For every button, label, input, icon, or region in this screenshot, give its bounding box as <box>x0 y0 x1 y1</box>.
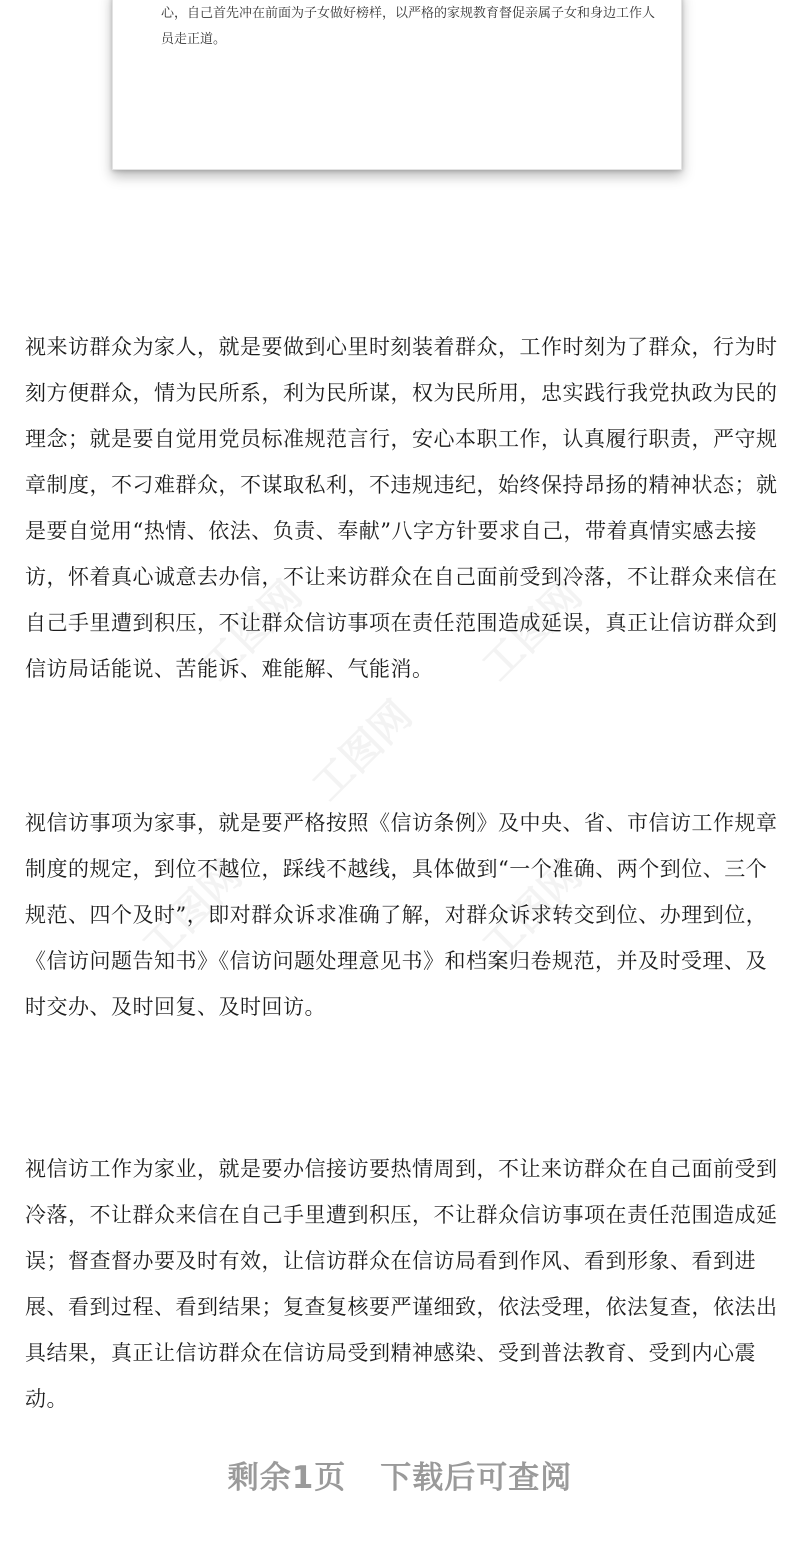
watermark: 工图网 <box>303 692 422 810</box>
paragraph: 视信访工作为家业，就是要办信接访要热情周到，不让来访群众在自己面前受到冷落，不让群众来信在自己手里遭到积压，不让群众信访事项在责任范围造成延误；督查督办要及时有效，让信访群众在信访局看到作风、看到形象、看到进展、看到过程、看到结果；复查复核要严谨细致，依法受理，依法复查，依法出具结果，真正让信访群众在信访局受到精神感染、受到普法教育、受到内心震动。 <box>25 1157 778 1411</box>
preview-page-text: 心，自己首先冲在前面为子女做好榜样，以严格的家规教育督促亲属子女和身边工作人员走正道。 <box>161 6 656 47</box>
watermark: 工图网 <box>133 852 252 970</box>
download-to-view-label: 下载后可查阅 <box>380 1460 573 1496</box>
preview-page-card <box>112 0 682 170</box>
remaining-pages-label: 剩余1页 <box>227 1460 347 1496</box>
watermark: 工图网 <box>473 572 592 690</box>
paragraph: 视信访事项为家事，就是要严格按照《信访条例》及中央、省、市信访工作规章制度的规定，到位不越位，踩线不越线，具体做到“一个准确、两个到位、三个规范、四个及时”，即对群众诉求准确了解，对群众诉求转交到位、办理到位，《信访问题告知书》《信访问题处理意见书》和档案归卷规范，并及时受理、及时交办、及时回复、及时回访。 <box>25 811 778 1019</box>
paragraph: 视来访群众为家人，就是要做到心里时刻装着群众，工作时刻为了群众，行为时刻方便群众，情为民所系，利为民所谋，权为民所用，忠实践行我党执政为民的理念；就是要自觉用党员标准规范言行，安心本职工作，认真履行职责，严守规章制度，不刁难群众，不谋取私利，不违规违纪，始终保持昂扬的精神状态；就是要自觉用“热情、依法、负责、奉献”八字方针要求自己，带着真情实感去接访，怀着真心诚意去办信，不让来访群众在自己面前受到冷落，不让群众来信在自己手里遭到积压，不让群众信访事项在责任范围造成延误，真正让信访群众到信访局话能说、苦能诉、难能解、气能消。 <box>25 335 778 681</box>
download-prompt[interactable] <box>0 1452 800 1497</box>
watermark: 工图网 <box>193 572 312 690</box>
watermark: 工图网 <box>473 852 592 970</box>
